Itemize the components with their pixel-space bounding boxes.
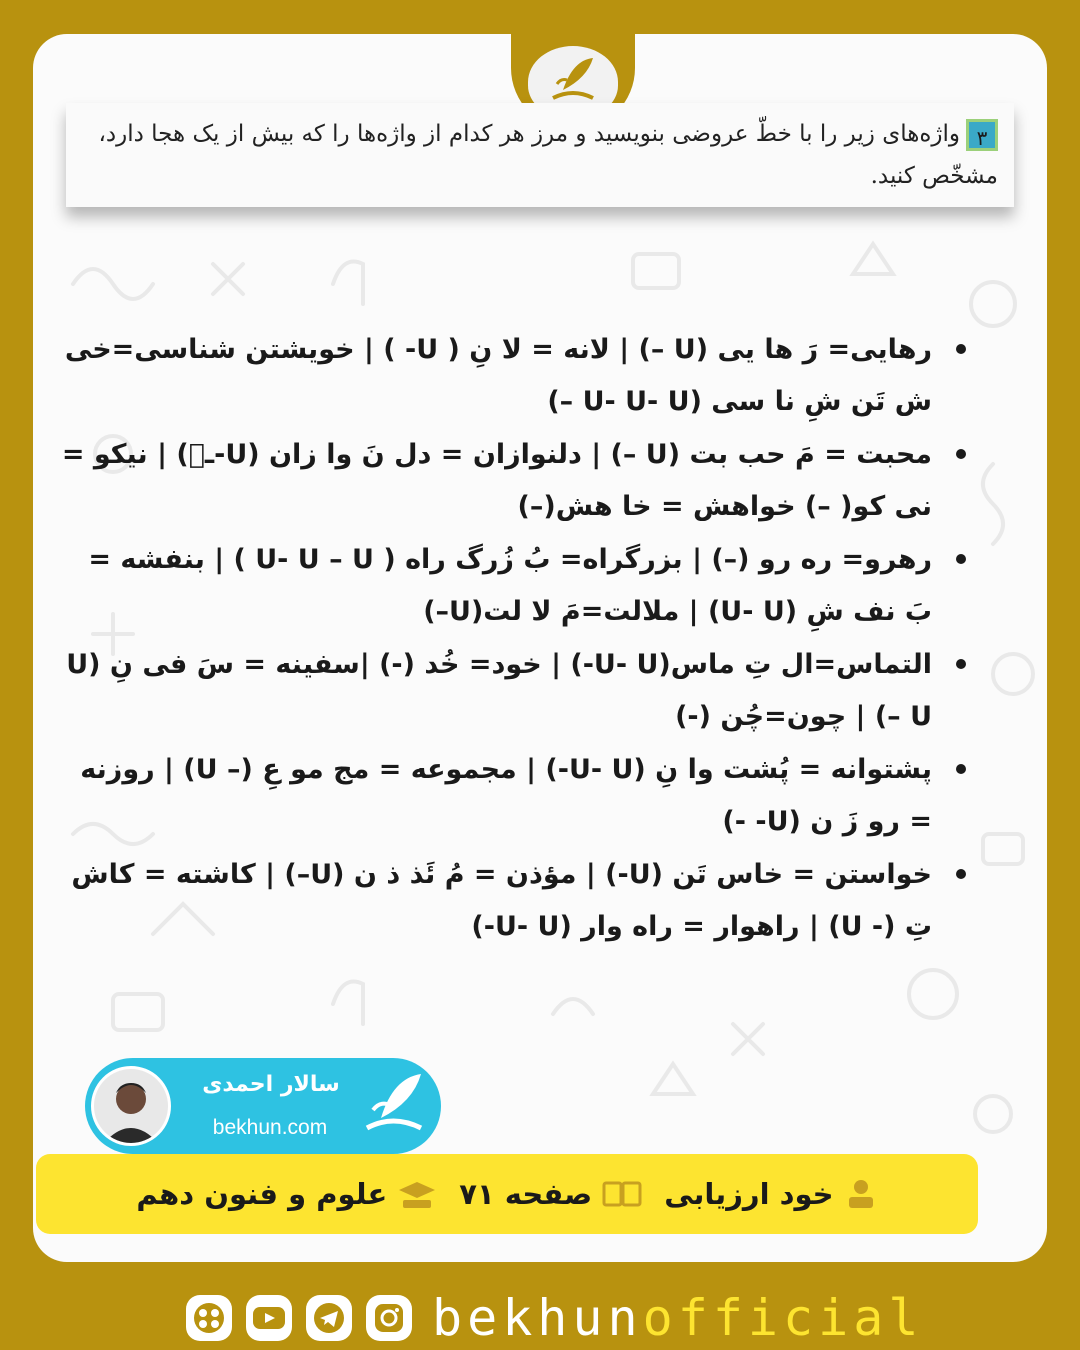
avatar	[91, 1066, 171, 1146]
footer-info-bar	[36, 1154, 978, 1234]
author-badge	[85, 1058, 441, 1154]
bekhun-logo-icon	[355, 1068, 435, 1144]
question-box	[66, 103, 1014, 207]
social-icons	[186, 1290, 412, 1346]
instagram-icon[interactable]	[366, 1295, 412, 1341]
author-site[interactable]: bekhun.com	[212, 1116, 328, 1139]
footer-item-page	[459, 1177, 642, 1211]
answer-item: پشتوانه = پُشت وا نِ (U- U-) | مجموعه = مج مو عِ (– U) | روزنه = رو زَ ن (U- -)	[59, 744, 974, 848]
question-number: ۳	[966, 119, 998, 151]
content-card	[33, 34, 1047, 1262]
user-icon	[844, 1177, 878, 1211]
youtube-icon[interactable]	[246, 1295, 292, 1341]
footer-item-label: صفحه ۷۱	[459, 1177, 593, 1211]
brand-handle[interactable]	[432, 1286, 923, 1350]
graduation-cap-icon	[397, 1178, 437, 1210]
footer-item-label: خود ارزیابی	[664, 1177, 834, 1211]
answer-list	[59, 324, 974, 954]
telegram-icon[interactable]	[306, 1295, 352, 1341]
answer-item: محبت = مَ حب بت (U –) | دلنوازان = دل نَ وا زان (U-ـ͐) | نیکو = نی کو( –) خواهش = خا هش(–)	[59, 429, 974, 533]
footer-item-subject	[136, 1177, 437, 1211]
question-text: واژه‌های زیر را با خطّ عروضی بنویسید و مرز هر کدام از واژه‌ها را که بیش از یک هجا دارد، مشخّص کنید.	[98, 121, 998, 189]
brand-handle-part2: official	[642, 1289, 924, 1347]
footer-item-label: علوم و فنون دهم	[136, 1177, 388, 1211]
book-icon	[602, 1179, 642, 1209]
answer-item: التماس=ال تِ ماس(U- U-) | خود= خُد (-) |سفینه = سَ فی نِ (U – U) | چون=چُن (-)	[59, 639, 974, 743]
author-name: سالار احمدی	[202, 1072, 340, 1097]
answer-item: رهرو= ره رو (–) | بزرگراه= بُ زُرگ راه ( U- U – U ) | بنفشه = بَ نف شِ (U- U) | ملالت=مَ لا لت(U–)	[59, 534, 974, 638]
footer-item-self-assessment	[664, 1177, 877, 1211]
answer-item: رهایی= رَ ها یی (U –) | لانه = لا نِ ( U- ) | خویشتن شناسی=خی ش تَن شِ نا سی (U- U- U –)	[59, 324, 974, 428]
aparat-icon[interactable]	[186, 1295, 232, 1341]
answer-item: خواستن = خاس تَن (U-) | مؤذن = مُ ئَذ ذ ن (U–) | کاشته = کاش تِ (- U) | راهوار = راه وار (U- U-)	[59, 849, 974, 953]
brand-handle-part1: bekhun	[432, 1289, 643, 1347]
